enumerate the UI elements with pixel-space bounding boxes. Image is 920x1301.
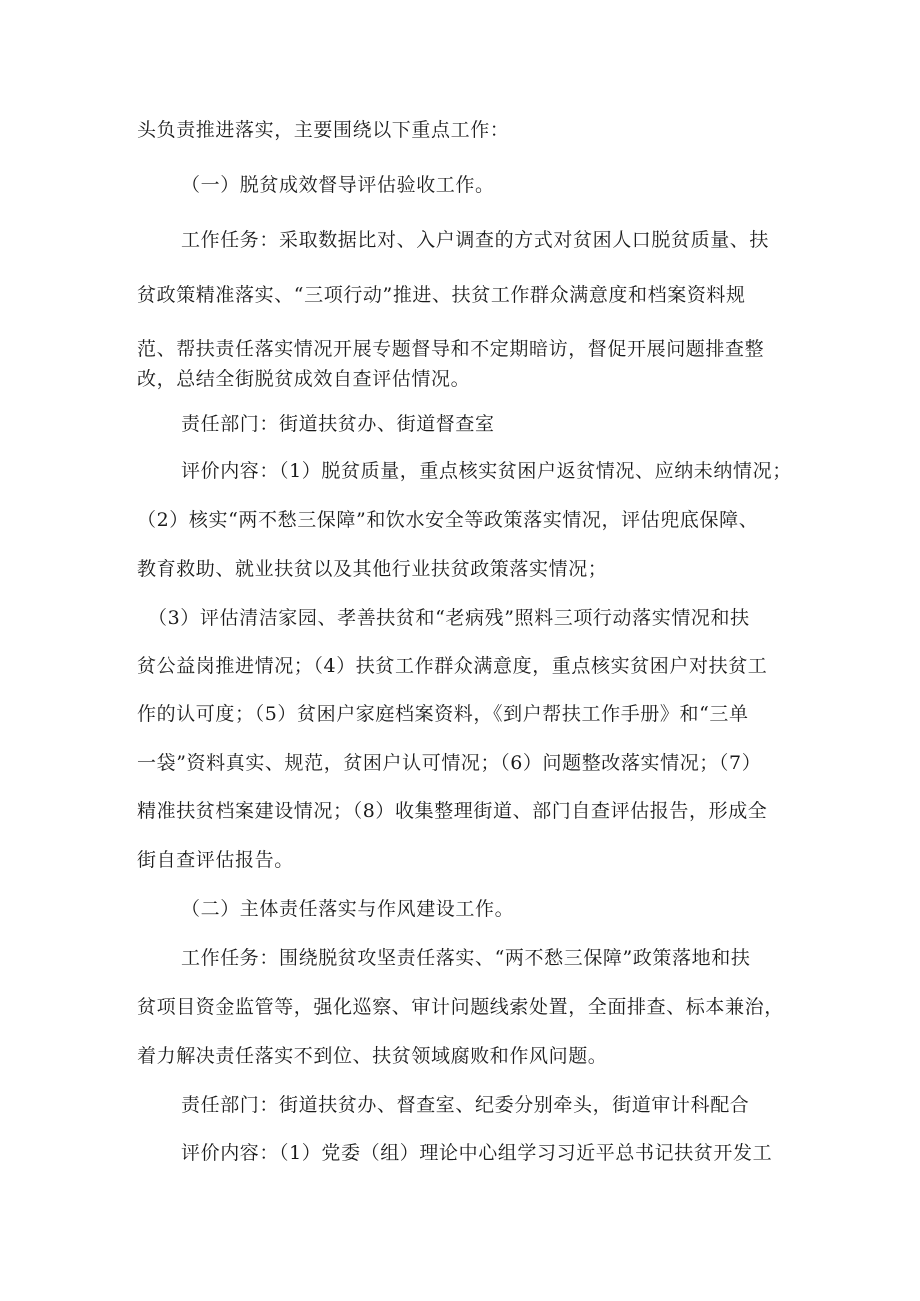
section-heading-1: （一）脱贫成效督导评估验收工作。 (181, 174, 495, 196)
text-line: 责任部门：街道扶贫办、督查室、纪委分别牵头，街道审计科配合 (181, 1094, 750, 1116)
text-line: （2）核实“两不愁三保障”和饮水安全等政策落实情况，评估兜底保障、 (137, 509, 759, 531)
text-line: 贫公益岗推进情况；（4）扶贫工作群众满意度，重点核实贫困户对扶贫工 (137, 655, 768, 677)
text-line: （3）评估清洁家园、孝善扶贫和“老病残”照料三项行动落实情况和扶 (148, 607, 750, 629)
text-line: 责任部门：街道扶贫办、街道督查室 (181, 413, 495, 435)
text-line: 作的认可度；（5）贫困户家庭档案资料，《到户帮扶工作手册》和“三单 (137, 703, 749, 725)
text-line: 贫政策精准落实、“三项行动”推进、扶贫工作群众满意度和档案资料规 (137, 284, 746, 306)
text-line: 评价内容：（1）脱贫质量，重点核实贫困户返贫情况、应纳未纳情况； (181, 460, 792, 482)
text-line: 评价内容：（1）党委（组）理论中心组学习习近平总书记扶贫开发工 (181, 1142, 773, 1164)
text-line: 街自查评估报告。 (137, 849, 294, 871)
text-line: 工作任务：围绕脱贫攻坚责任落实、“两不愁三保障”政策落地和扶 (181, 947, 751, 969)
text-line: 一袋”资料真实、规范，贫困户认可情况；（6）问题整改落实情况；（7） (137, 752, 762, 774)
text-line: 头负责推进落实，主要围绕以下重点工作： (137, 119, 510, 141)
text-line: 工作任务：采取数据比对、入户调查的方式对贫困人口脱贫质量、扶 (181, 229, 770, 251)
text-line: 范、帮扶责任落实情况开展专题督导和不定期暗访，督促开展问题排查整 (137, 338, 765, 360)
text-line: 改，总结全街脱贫成效自查评估情况。 (137, 368, 471, 390)
text-line: 精准扶贫档案建设情况；（8）收集整理街道、部门自查评估报告，形成全 (137, 800, 768, 822)
text-line: 着力解决责任落实不到位、扶贫领域腐败和作风问题。 (137, 1045, 608, 1067)
text-line: 贫项目资金监管等，强化巡察、审计问题线索处置，全面排查、标本兼治， (137, 996, 784, 1018)
section-heading-2: （二）主体责任落实与作风建设工作。 (181, 898, 515, 920)
text-line: 教育救助、就业扶贫以及其他行业扶贫政策落实情况； (137, 558, 608, 580)
